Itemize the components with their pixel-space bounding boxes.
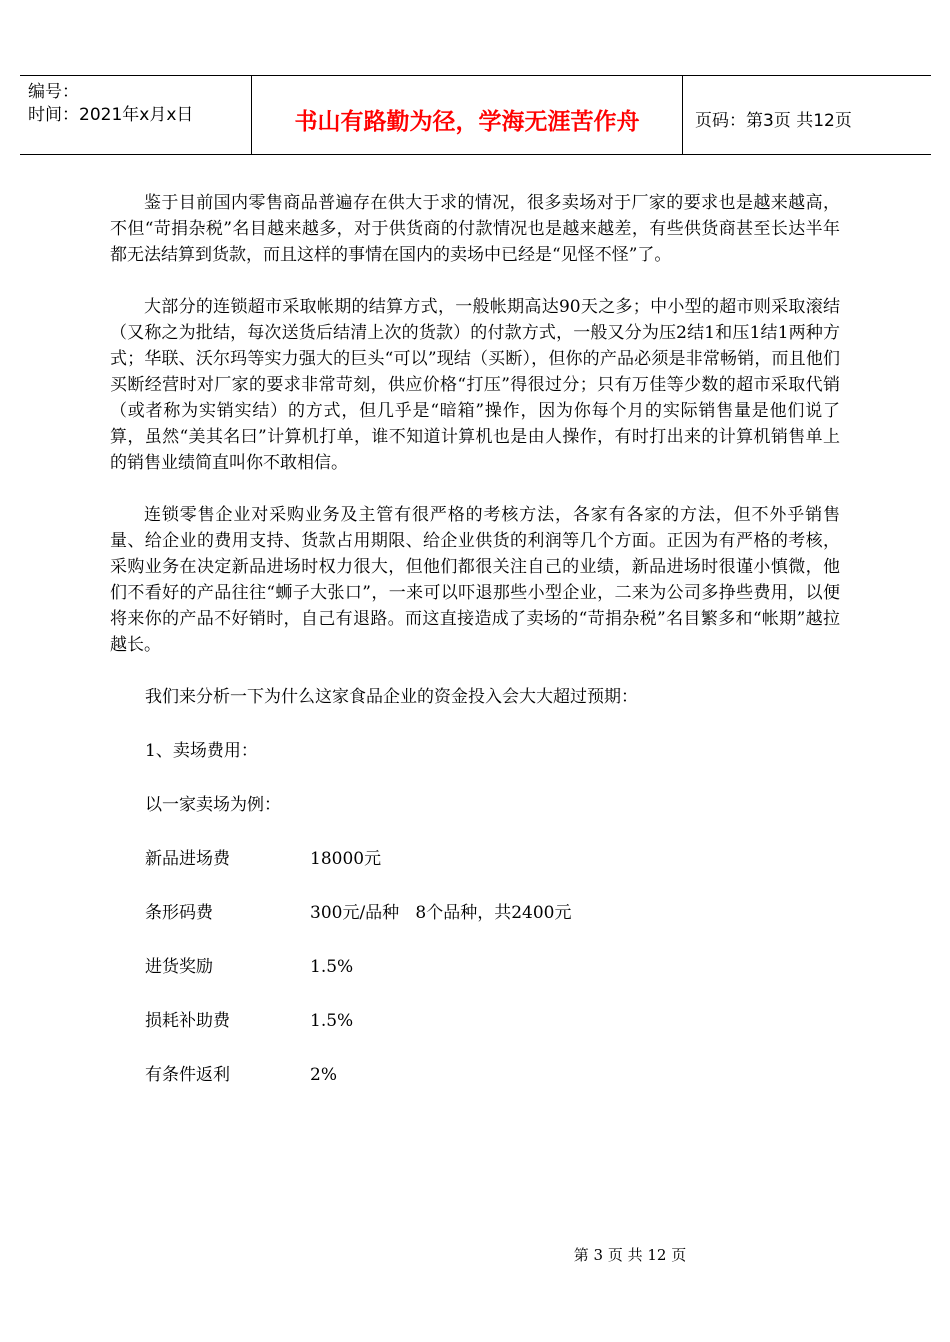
fee-value: 300元/品种 8个品种，共2400元	[310, 903, 572, 923]
fee-row	[145, 900, 840, 926]
page-header	[20, 75, 931, 155]
document-body	[110, 190, 840, 1116]
fee-row	[145, 846, 840, 872]
fee-name: 新品进场费	[145, 849, 230, 869]
header-motto-cell	[252, 76, 683, 154]
fee-value: 1.5%	[310, 957, 354, 977]
analysis-line: 我们来分析一下为什么这家食品企业的资金投入会大大超过预期：	[145, 687, 638, 707]
paragraph-2: 大部分的连锁超市采取帐期的结算方式，一般帐期高达90天之多；中小型的超市则采取滚结（又称之为批结，每次送货后结清上次的货款）的付款方式，一般又分为压2结1和压1结1两种方式；华联、沃尔玛等实力强大的巨头“可以”现结（买断），但你的产品必须是非常畅销，而且他们买断经营时对厂家的要求非常苛刻，供应价格“打压”得很过分；只有万佳等少数的超市采取代销（或者称为实销实结）的方式，但几乎是“暗箱”操作，因为你每个月的实际销售量是他们说了算，虽然“美其名曰”计算机打单，谁不知道计算机也是由人操作，有时打出来的计算机销售单上的销售业绩简直叫你不敢相信。	[110, 297, 840, 473]
doc-code-label: 编号：	[28, 82, 79, 102]
fee-name: 损耗补助费	[145, 1011, 230, 1031]
fee-row	[145, 1062, 840, 1088]
header-motto: 书山有路勤为径，学海无涯苦作舟	[294, 108, 640, 135]
page-footer: 第 3 页 共 12 页	[573, 1246, 687, 1264]
section-title: 1、卖场费用：	[145, 741, 258, 761]
paragraph-1: 鉴于目前国内零售商品普遍存在供大于求的情况，很多卖场对于厂家的要求也是越来越高，不但“苛捐杂税”名目越来越多，对于供货商的付款情况也是越来越差，有些供货商甚至长达半年都无法结算到货款，而且这样的事情在国内的卖场中已经是“见怪不怪”了。	[110, 193, 840, 265]
fee-name: 条形码费	[145, 903, 213, 923]
header-page-cell	[683, 76, 931, 154]
fee-row	[145, 954, 840, 980]
fee-name: 进货奖励	[145, 957, 213, 977]
fee-value: 18000元	[310, 849, 382, 869]
header-meta-cell	[20, 76, 252, 154]
fee-value: 1.5%	[310, 1011, 354, 1031]
header-page-number: 页码：第3页 共12页	[695, 110, 852, 131]
doc-time-label: 时间：2021年x月x日	[28, 105, 194, 125]
fee-name: 有条件返利	[145, 1065, 230, 1085]
example-line: 以一家卖场为例：	[145, 795, 281, 815]
fee-row	[145, 1008, 840, 1034]
paragraph-3: 连锁零售企业对采购业务及主管有很严格的考核方法，各家有各家的方法，但不外乎销售量、给企业的费用支持、货款占用期限、给企业供货的利润等几个方面。正因为有严格的考核，采购业务在决定新品进场时权力很大，但他们都很关注自己的业绩，新品进场时很谨小慎微，他们不看好的产品往往“蛳子大张口”，一来可以吓退那些小型企业，二来为公司多挣些费用，以便将来你的产品不好销时，自己有退路。而这直接造成了卖场的“苛捐杂税”名目繁多和“帐期”越拉越长。	[110, 505, 840, 655]
fee-value: 2%	[310, 1065, 337, 1085]
